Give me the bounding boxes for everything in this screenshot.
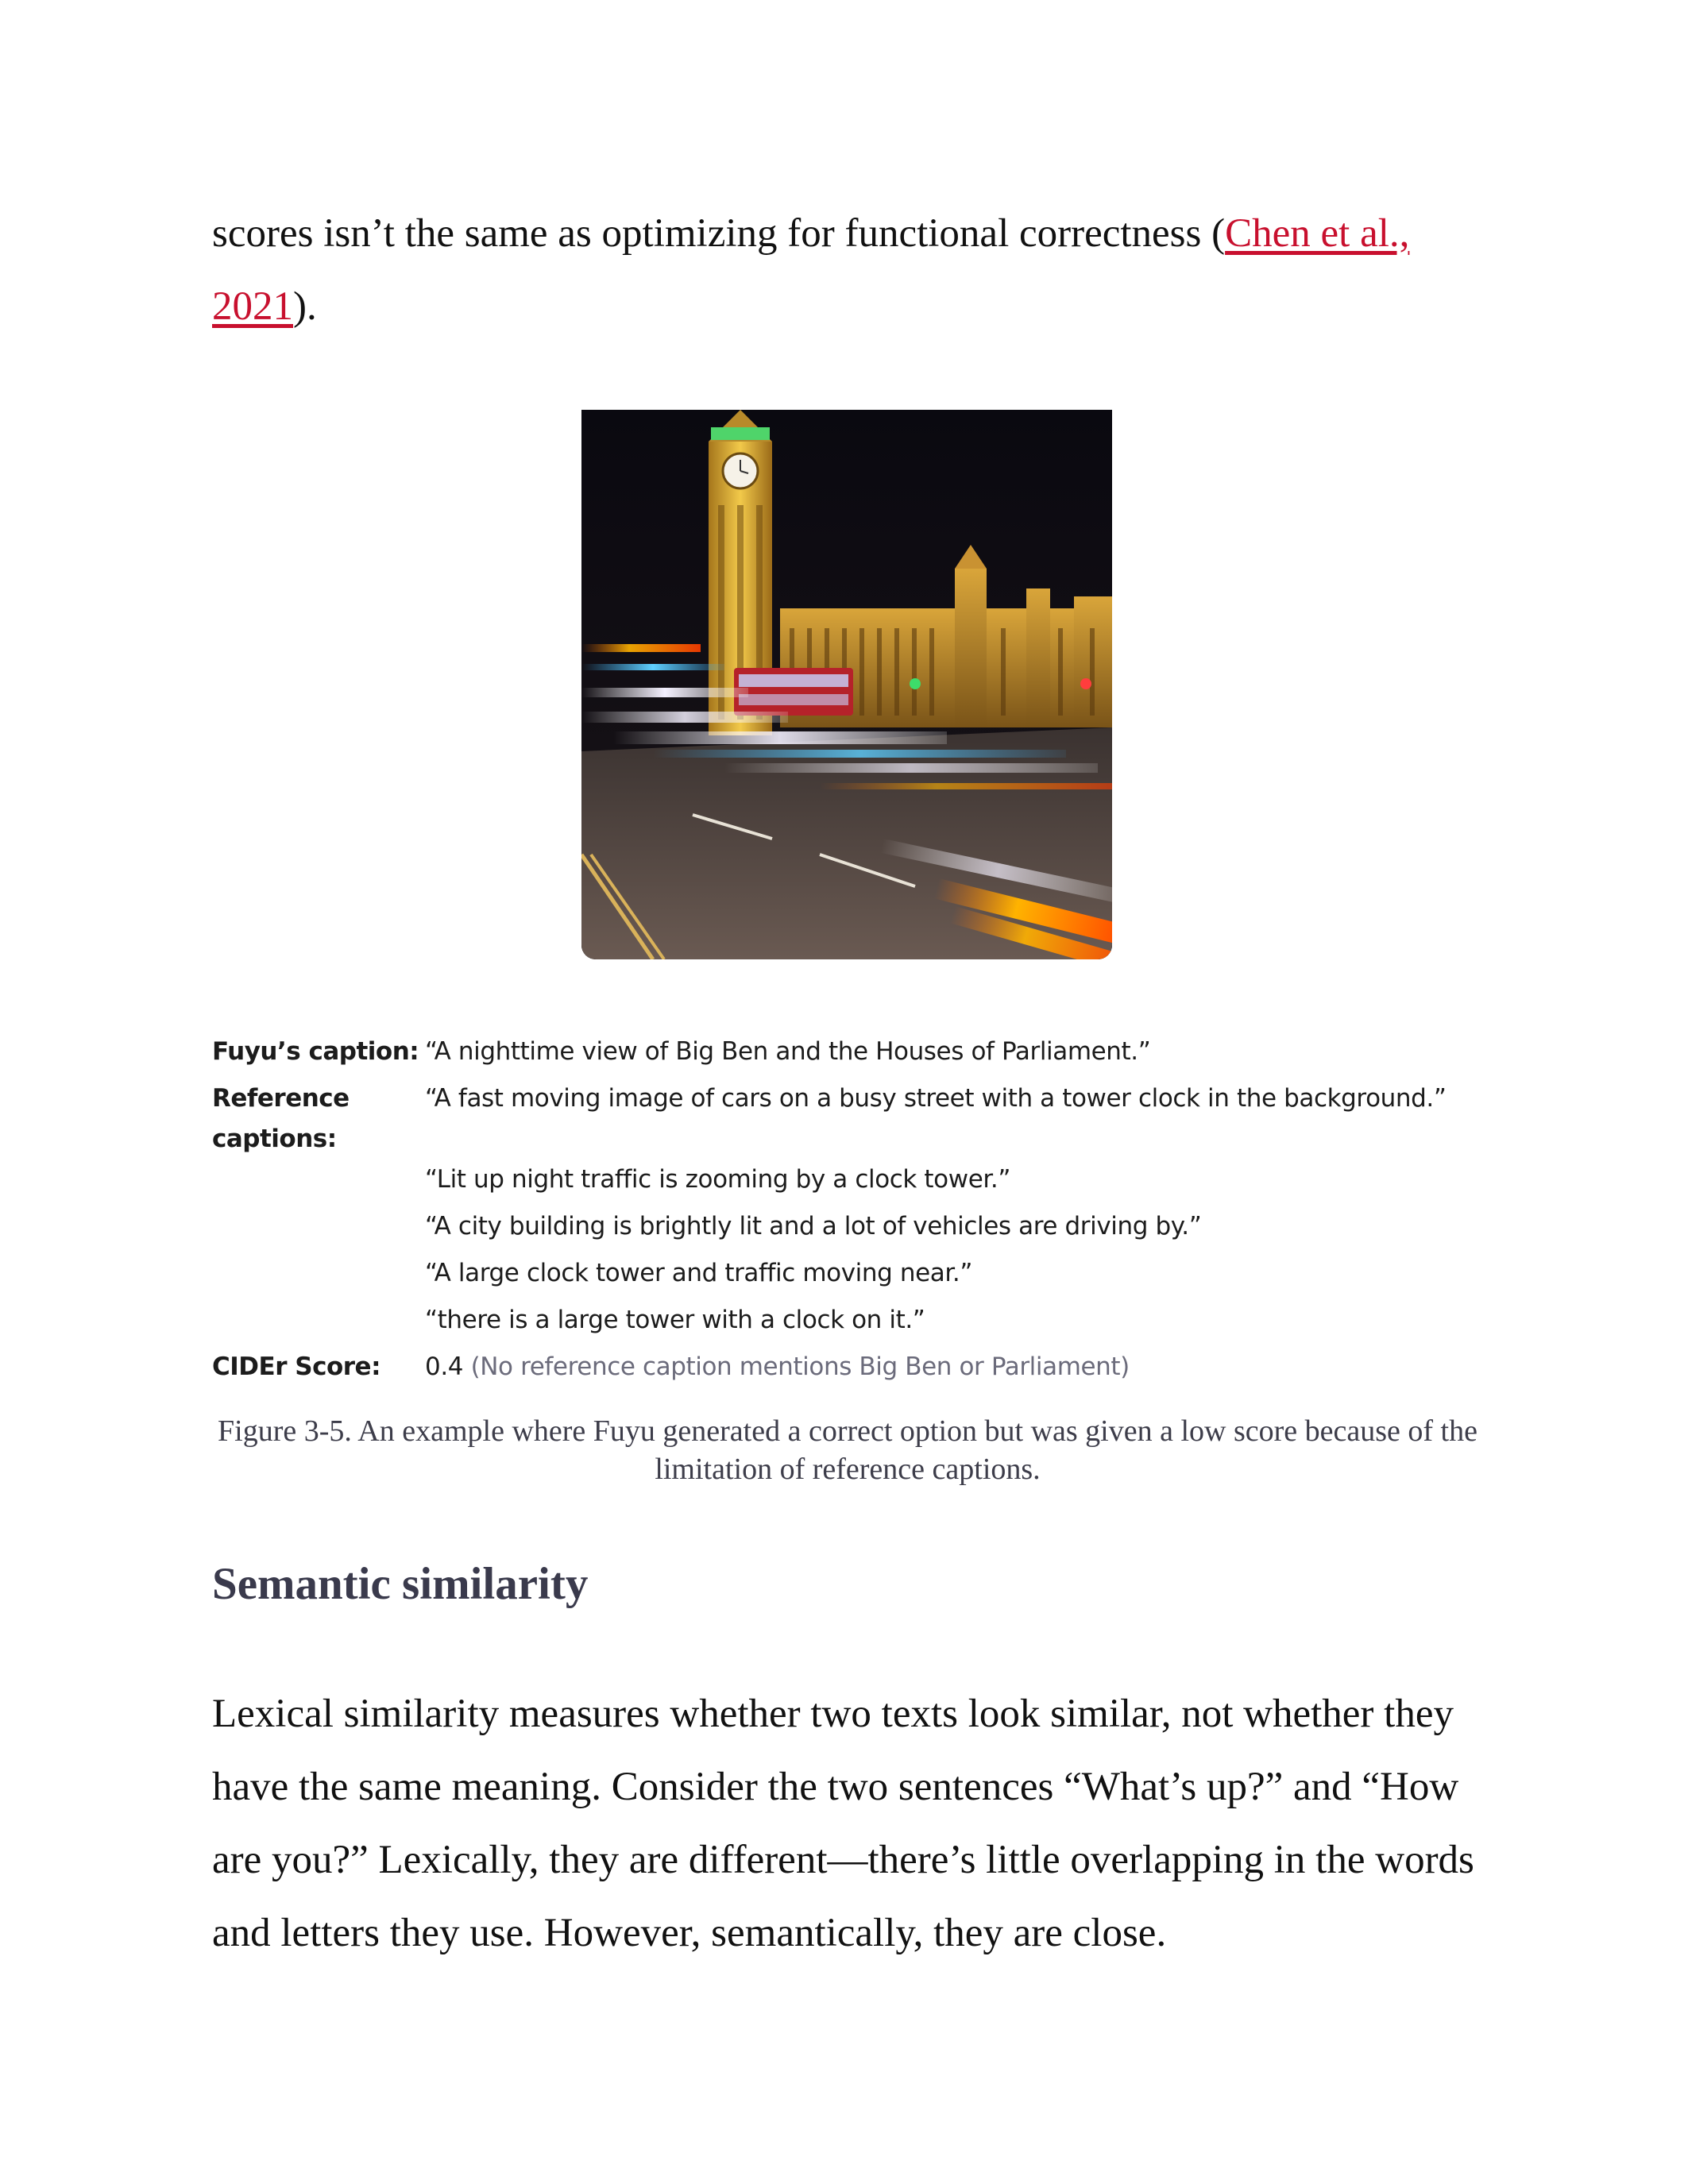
figure-caption: Figure 3-5. An example where Fuyu generated a correct option but was given a low score because of the limitation of reference captions. bbox=[218, 1414, 1477, 1486]
section-heading: Semantic similarity bbox=[212, 1559, 589, 1609]
cider-score-note: (No reference caption mentions Big Ben or Parliament) bbox=[470, 1352, 1130, 1381]
reference-captions-row bbox=[212, 1075, 1499, 1344]
intro-text-end: ). bbox=[293, 284, 317, 329]
cider-score-number: 0.4 bbox=[425, 1352, 464, 1381]
figure-caption-table bbox=[212, 1028, 1499, 1391]
cider-score-value bbox=[425, 1344, 1499, 1391]
big-ben-night-photo bbox=[581, 410, 1112, 959]
fuyu-caption-value: “A nighttime view of Big Ben and the Houses of Parliament.” bbox=[425, 1037, 1151, 1066]
intro-text: scores isn’t the same as optimizing for functional correctness ( bbox=[212, 211, 1226, 256]
reference-caption: “A fast moving image of cars on a busy street with a tower clock in the background.” bbox=[425, 1084, 1447, 1113]
fuyu-caption-label: Fuyu’s caption: bbox=[212, 1037, 419, 1066]
semantic-similarity-paragraph: Lexical similarity measures whether two texts look similar, not whether they have the same meaning. Consider the two sentences “What’s up?” and “How are you?” Lexically, they are different—there’s little overlapping in the words and letters they use. However, semantically, they are close. bbox=[212, 1692, 1474, 1955]
citation-link[interactable]: Chen et al., 2021 bbox=[212, 211, 1410, 329]
reference-caption-list bbox=[425, 1075, 1499, 1344]
reference-caption: “A large clock tower and traffic moving near.” bbox=[425, 1259, 972, 1287]
reference-caption: “there is a large tower with a clock on it.” bbox=[425, 1306, 925, 1334]
cider-score-label: CIDEr Score: bbox=[212, 1352, 380, 1381]
reference-caption: “A city building is brightly lit and a lot of vehicles are driving by.” bbox=[425, 1212, 1202, 1241]
fuyu-caption-row bbox=[212, 1028, 1499, 1075]
reference-captions-label: Reference captions: bbox=[212, 1084, 350, 1153]
cider-score-row bbox=[212, 1344, 1499, 1391]
intro-paragraph bbox=[212, 197, 1491, 343]
reference-caption: “Lit up night traffic is zooming by a clock tower.” bbox=[425, 1165, 1010, 1194]
